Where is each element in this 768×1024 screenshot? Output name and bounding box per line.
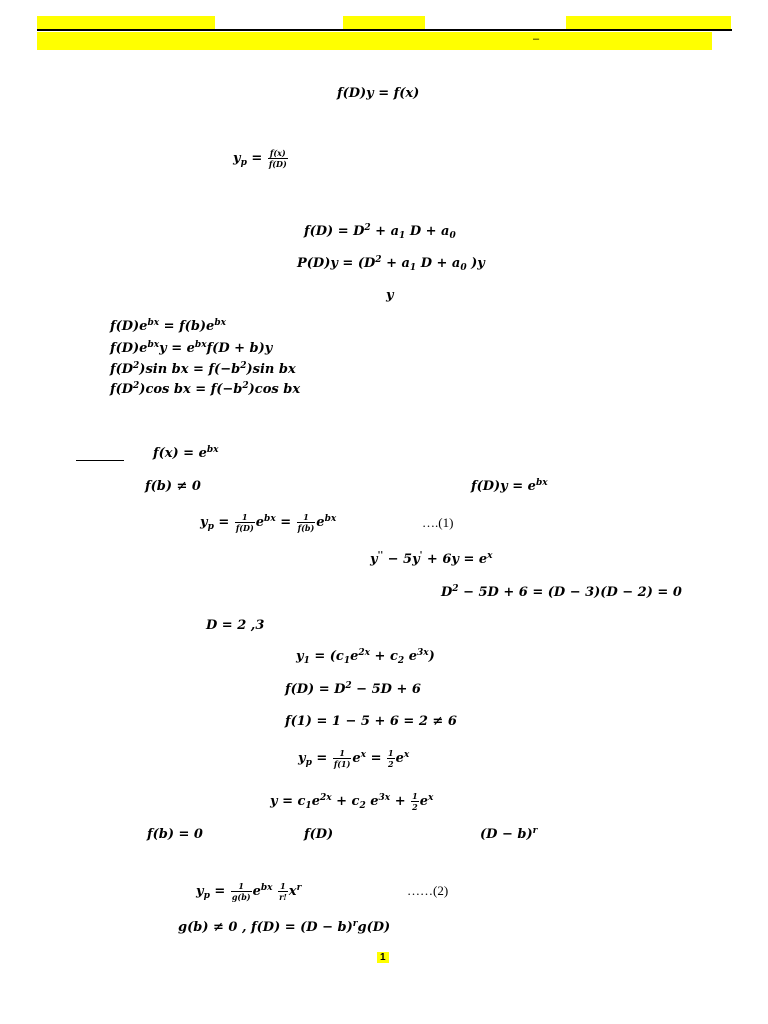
- case2-relation: g(b) ≠ 0 , $f(D) = (D - b)^rg(D)$: [178, 919, 391, 935]
- property-exponential-product: $f(D)e^{bx}y = e^{bx}f(D + b)y$: [110, 340, 273, 356]
- case1-fx: $f(x) = e^{bx}$: [153, 445, 219, 461]
- example-general-solution: $y = c_1e^{2x} + c_2$ $e^{3x}$ + $\frac{1}{2}$ $e^x$: [270, 791, 434, 812]
- property-exponential-shift: $f(D)e^{bx} = f(b)e^{bx}$: [110, 318, 226, 334]
- case1-condition: f(b) ≠ 0: [145, 479, 201, 494]
- subheader-highlight: [37, 32, 712, 50]
- property-sine: $f(D^2)\sin$ bx = $f(-b^2)\sin$ bx: [110, 361, 296, 377]
- general-equation: f(D)y = f(x): [337, 86, 420, 101]
- case2-factor: $(D - b)^r$: [480, 826, 538, 842]
- example-characteristic: $D^2 - 5D + 6 = (D - 3)(D - 2) = 0$: [441, 584, 682, 600]
- property-cosine: $f(D^2)\cos$ bx = $f(-b^2)\cos$ bx: [110, 381, 301, 397]
- header-highlight-left: [37, 16, 215, 29]
- example-ode: $y'' - 5y' + 6y = e^x$: [370, 551, 493, 567]
- fraction: $\frac{f(x)}{f(D)}$: [268, 148, 287, 169]
- operator-P-definition: $P(D)y = (D^2 + a_1$ $D + a_0$ )y: [297, 255, 485, 273]
- case2-yp-formula: $y_p$ = $\frac{1}{g(b)}$ $e^{bx}$ $\frac{1}{r!}$ $x^r$: [196, 881, 302, 902]
- operator-f-definition: $f(D) = D^2 + a_1$ $D + a_0$: [304, 223, 456, 241]
- example-yp: $y_p$ = $\frac{1}{f(1)}$ $e^x$ = $\frac{1}{2}$ $e^x$: [298, 748, 410, 769]
- example-fD: $f(D) = D^2 - 5D + 6$: [285, 681, 421, 697]
- section-underline: [76, 460, 124, 461]
- case2-condition: f(b) = 0: [147, 827, 203, 842]
- header-highlight-right: [566, 16, 731, 29]
- case2-fD: f(D): [304, 827, 334, 842]
- example-roots: D = 2 ,3: [206, 618, 265, 633]
- example-y1: $y_1 = (c_1e^{2x} + c_2$ $e^{3x}$): [296, 648, 435, 666]
- formula-ref-1: ….(1): [422, 515, 454, 530]
- formula-ref-2: ……(2): [407, 883, 449, 898]
- header-highlight-center: [343, 16, 425, 29]
- case1-equation: $f(D)y = e^{bx}$: [471, 478, 548, 494]
- case1-yp-formula: $y_p$ = $\frac{1}{f(D)}$ $e^{bx}$ = $\frac{1}{f(b)}$ $e^{bx}$: [200, 512, 337, 533]
- header-rule: [37, 29, 732, 31]
- subheader-dash: –: [533, 33, 540, 45]
- example-f1: f(1) = 1 − 5 + 6 = 2 ≠ 6: [285, 714, 457, 729]
- y-label: y: [386, 288, 394, 303]
- page-number: 1: [377, 952, 389, 963]
- particular-solution-definition: $y_p$ = $\frac{f(x)}{f(D)}$: [233, 148, 287, 169]
